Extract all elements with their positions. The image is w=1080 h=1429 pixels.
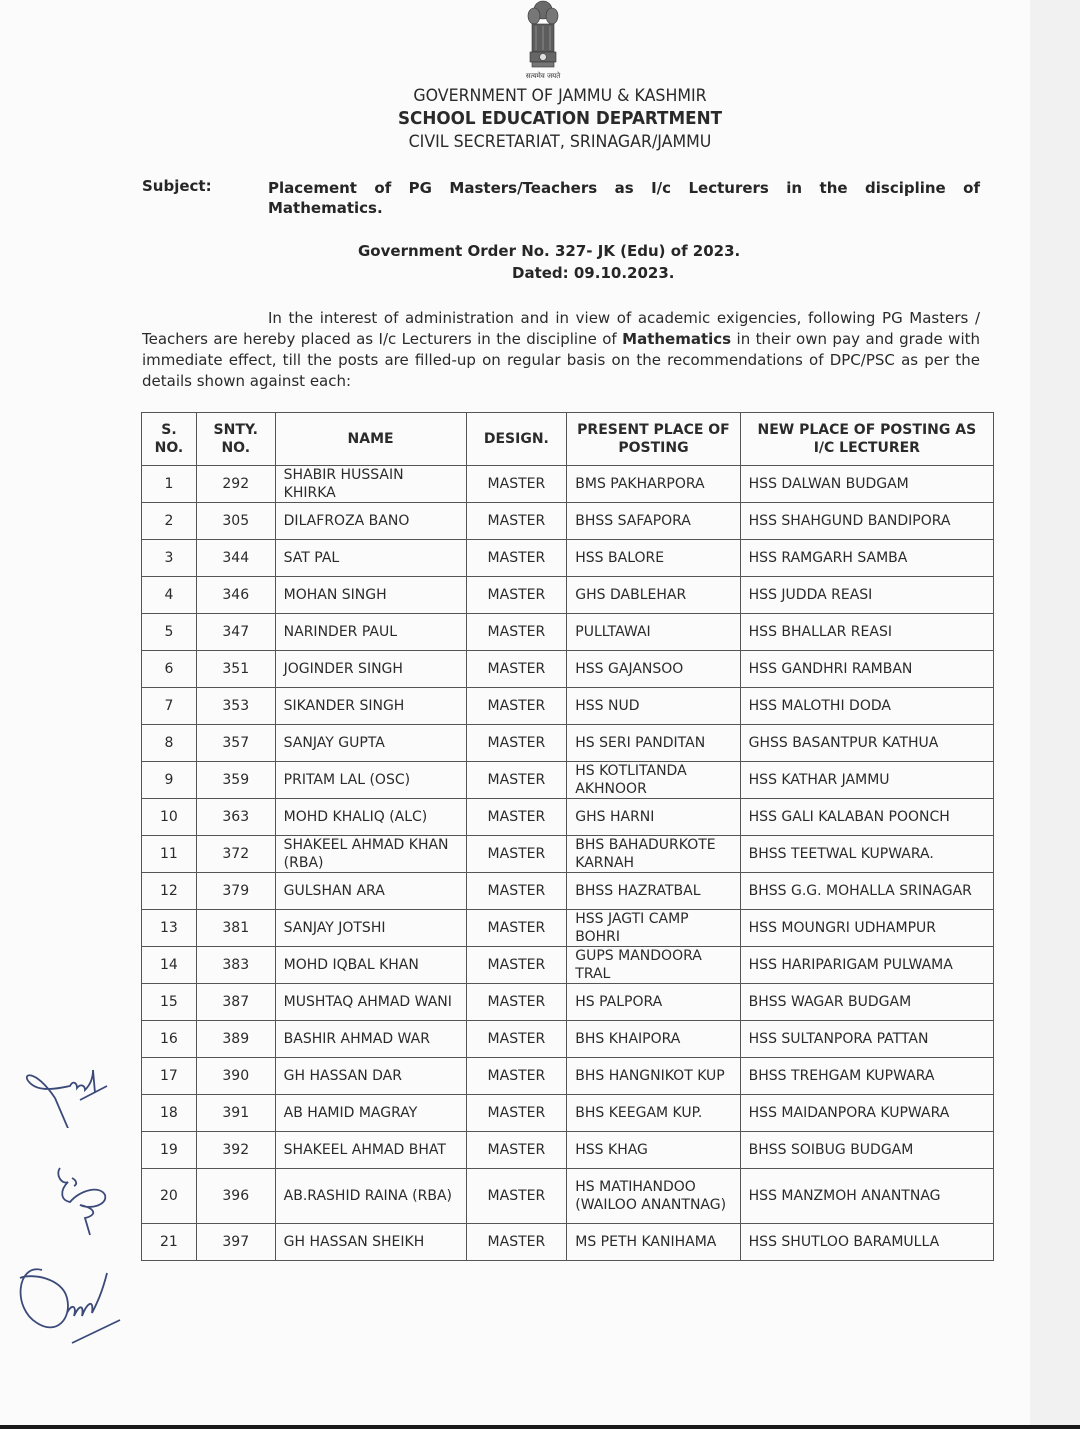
cell-new-posting: HSS JUDDA REASI xyxy=(740,577,993,614)
national-emblem-icon xyxy=(518,0,568,82)
cell-sno: 2 xyxy=(142,503,197,540)
cell-new-posting: BHSS TREHGAM KUPWARA xyxy=(740,1058,993,1095)
cell-design: MASTER xyxy=(466,762,567,799)
cell-name: JOGINDER SINGH xyxy=(275,651,466,688)
cell-name: MOHAN SINGH xyxy=(275,577,466,614)
header-snty: SNTY. NO. xyxy=(196,413,275,466)
cell-snty: 357 xyxy=(196,725,275,762)
cell-new-posting: HSS GALI KALABAN POONCH xyxy=(740,799,993,836)
cell-new-posting: BHSS WAGAR BUDGAM xyxy=(740,984,993,1021)
cell-sno: 4 xyxy=(142,577,197,614)
cell-design: MASTER xyxy=(466,1021,567,1058)
cell-present-posting: BHS HANGNIKOT KUP xyxy=(567,1058,740,1095)
cell-name: SANJAY JOTSHI xyxy=(275,910,466,947)
table-row xyxy=(142,836,994,873)
signature-3-icon xyxy=(12,1258,127,1348)
cell-design: MASTER xyxy=(466,1169,567,1224)
cell-new-posting: HSS MAIDANPORA KUPWARA xyxy=(740,1095,993,1132)
cell-sno: 8 xyxy=(142,725,197,762)
secretariat-address: CIVIL SECRETARIAT, SRINAGAR/JAMMU xyxy=(408,132,712,152)
table-row xyxy=(142,1095,994,1132)
cell-present-posting: BHS KEEGAM KUP. xyxy=(567,1095,740,1132)
subject-text: Placement of PG Masters/Teachers as I/c Lecturers in the discipline of Mathematics. xyxy=(268,179,980,217)
cell-design: MASTER xyxy=(466,1224,567,1261)
cell-name: MOHD IQBAL KHAN xyxy=(275,947,466,984)
table-row xyxy=(142,799,994,836)
cell-new-posting: HSS SHAHGUND BANDIPORA xyxy=(740,503,993,540)
cell-present-posting: HSS JAGTI CAMP BOHRI xyxy=(567,910,740,947)
body-text-part1: In the interest of administration and in view of academic exigencies, following PG Masters / Teachers are hereby placed as I/c Lecturers in the discipline of xyxy=(142,309,980,348)
header-present-posting: PRESENT PLACE OF POSTING xyxy=(567,413,740,466)
order-body-paragraph xyxy=(142,308,980,392)
cell-new-posting: BHSS G.G. MOHALLA SRINAGAR xyxy=(740,873,993,910)
cell-design: MASTER xyxy=(466,873,567,910)
cell-present-posting: HSS KHAG xyxy=(567,1132,740,1169)
cell-name: AB HAMID MAGRAY xyxy=(275,1095,466,1132)
header-name: NAME xyxy=(275,413,466,466)
government-title: GOVERNMENT OF JAMMU & KASHMIR xyxy=(413,86,707,106)
cell-name: SHAKEEL AHMAD KHAN (RBA) xyxy=(275,836,466,873)
cell-sno: 15 xyxy=(142,984,197,1021)
cell-name: SAT PAL xyxy=(275,540,466,577)
cell-design: MASTER xyxy=(466,910,567,947)
cell-new-posting: HSS BHALLAR REASI xyxy=(740,614,993,651)
cell-name: MUSHTAQ AHMAD WANI xyxy=(275,984,466,1021)
body-text-part2: in their own pay and grade with immediate effect, till the posts are filled-up on regular basis on the recommendations of DPC/PSC as per the details shown against each: xyxy=(142,330,981,390)
cell-present-posting: HS KOTLITANDA AKHNOOR xyxy=(567,762,740,799)
table-row xyxy=(142,1021,994,1058)
table-row xyxy=(142,873,994,910)
cell-new-posting: HSS HARIPARIGAM PULWAMA xyxy=(740,947,993,984)
cell-snty: 346 xyxy=(196,577,275,614)
cell-new-posting: BHSS SOIBUG BUDGAM xyxy=(740,1132,993,1169)
cell-present-posting: GHS HARNI xyxy=(567,799,740,836)
table-header-row xyxy=(142,413,994,466)
table-row xyxy=(142,984,994,1021)
cell-design: MASTER xyxy=(466,503,567,540)
table-row xyxy=(142,614,994,651)
cell-sno: 21 xyxy=(142,1224,197,1261)
cell-name: PRITAM LAL (OSC) xyxy=(275,762,466,799)
table-row xyxy=(142,1169,994,1224)
cell-sno: 16 xyxy=(142,1021,197,1058)
cell-snty: 381 xyxy=(196,910,275,947)
cell-design: MASTER xyxy=(466,651,567,688)
cell-snty: 363 xyxy=(196,799,275,836)
table-row xyxy=(142,1224,994,1261)
signature-2-icon xyxy=(50,1160,120,1240)
cell-present-posting: HS PALPORA xyxy=(567,984,740,1021)
cell-snty: 390 xyxy=(196,1058,275,1095)
cell-sno: 12 xyxy=(142,873,197,910)
cell-snty: 387 xyxy=(196,984,275,1021)
table-row xyxy=(142,540,994,577)
cell-snty: 347 xyxy=(196,614,275,651)
cell-present-posting: HS MATIHANDOO (WAILOO ANANTNAG) xyxy=(567,1169,740,1224)
cell-sno: 20 xyxy=(142,1169,197,1224)
cell-new-posting: HSS SHUTLOO BARAMULLA xyxy=(740,1224,993,1261)
cell-design: MASTER xyxy=(466,1132,567,1169)
cell-design: MASTER xyxy=(466,466,567,503)
table-row xyxy=(142,725,994,762)
cell-snty: 353 xyxy=(196,688,275,725)
cell-snty: 379 xyxy=(196,873,275,910)
screen-bottom-bar xyxy=(0,1425,1080,1429)
table-row xyxy=(142,762,994,799)
header-new-posting: NEW PLACE OF POSTING AS I/C LECTURER xyxy=(740,413,993,466)
cell-name: BASHIR AHMAD WAR xyxy=(275,1021,466,1058)
table-row xyxy=(142,947,994,984)
cell-design: MASTER xyxy=(466,688,567,725)
cell-present-posting: BHS BAHADURKOTE KARNAH xyxy=(567,836,740,873)
cell-new-posting: HSS MOUNGRI UDHAMPUR xyxy=(740,910,993,947)
table-row xyxy=(142,910,994,947)
cell-design: MASTER xyxy=(466,577,567,614)
cell-sno: 19 xyxy=(142,1132,197,1169)
cell-name: GH HASSAN DAR xyxy=(275,1058,466,1095)
cell-new-posting: HSS KATHAR JAMMU xyxy=(740,762,993,799)
cell-design: MASTER xyxy=(466,540,567,577)
cell-name: AB.RASHID RAINA (RBA) xyxy=(275,1169,466,1224)
cell-new-posting: HSS MANZMOH ANANTNAG xyxy=(740,1169,993,1224)
cell-sno: 3 xyxy=(142,540,197,577)
table-body xyxy=(142,466,994,1261)
cell-new-posting: HSS GANDHRI RAMBAN xyxy=(740,651,993,688)
cell-sno: 5 xyxy=(142,614,197,651)
order-date: Dated: 09.10.2023. xyxy=(512,264,675,282)
table-row xyxy=(142,688,994,725)
cell-sno: 18 xyxy=(142,1095,197,1132)
cell-design: MASTER xyxy=(466,725,567,762)
cell-design: MASTER xyxy=(466,1095,567,1132)
cell-design: MASTER xyxy=(466,614,567,651)
cell-design: MASTER xyxy=(466,836,567,873)
header-sno: S. NO. xyxy=(142,413,197,466)
cell-sno: 6 xyxy=(142,651,197,688)
cell-sno: 14 xyxy=(142,947,197,984)
cell-sno: 13 xyxy=(142,910,197,947)
body-text-bold-discipline: Mathematics xyxy=(622,330,732,348)
cell-name: MOHD KHALIQ (ALC) xyxy=(275,799,466,836)
cell-snty: 397 xyxy=(196,1224,275,1261)
cell-present-posting: HS SERI PANDITAN xyxy=(567,725,740,762)
table-row xyxy=(142,1058,994,1095)
cell-present-posting: GUPS MANDOORA TRAL xyxy=(567,947,740,984)
cell-present-posting: BHS KHAIPORA xyxy=(567,1021,740,1058)
cell-name: SHAKEEL AHMAD BHAT xyxy=(275,1132,466,1169)
cell-sno: 7 xyxy=(142,688,197,725)
cell-sno: 17 xyxy=(142,1058,197,1095)
order-number: Government Order No. 327- JK (Edu) of 2023. xyxy=(358,242,741,260)
placement-table xyxy=(141,412,994,1261)
cell-design: MASTER xyxy=(466,1058,567,1095)
cell-snty: 359 xyxy=(196,762,275,799)
table-row xyxy=(142,1132,994,1169)
cell-new-posting: HSS MALOTHI DODA xyxy=(740,688,993,725)
cell-snty: 392 xyxy=(196,1132,275,1169)
cell-design: MASTER xyxy=(466,799,567,836)
cell-sno: 10 xyxy=(142,799,197,836)
cell-new-posting: HSS DALWAN BUDGAM xyxy=(740,466,993,503)
table-row xyxy=(142,651,994,688)
table-row xyxy=(142,503,994,540)
cell-name: DILAFROZA BANO xyxy=(275,503,466,540)
cell-new-posting: HSS SULTANPORA PATTAN xyxy=(740,1021,993,1058)
cell-present-posting: HSS BALORE xyxy=(567,540,740,577)
signature-1-icon xyxy=(15,1058,110,1128)
department-title: SCHOOL EDUCATION DEPARTMENT xyxy=(398,108,722,129)
cell-sno: 11 xyxy=(142,836,197,873)
cell-snty: 305 xyxy=(196,503,275,540)
cell-snty: 351 xyxy=(196,651,275,688)
cell-design: MASTER xyxy=(466,984,567,1021)
emblem-motto: सत्यमेव जयते xyxy=(525,72,561,80)
subject-label: Subject: xyxy=(142,177,212,195)
table-row xyxy=(142,577,994,614)
cell-name: NARINDER PAUL xyxy=(275,614,466,651)
cell-present-posting: PULLTAWAI xyxy=(567,614,740,651)
cell-snty: 396 xyxy=(196,1169,275,1224)
cell-snty: 372 xyxy=(196,836,275,873)
cell-sno: 1 xyxy=(142,466,197,503)
cell-sno: 9 xyxy=(142,762,197,799)
cell-present-posting: BHSS HAZRATBAL xyxy=(567,873,740,910)
cell-present-posting: HSS NUD xyxy=(567,688,740,725)
cell-snty: 391 xyxy=(196,1095,275,1132)
cell-name: SHABIR HUSSAIN KHIRKA xyxy=(275,466,466,503)
cell-name: GH HASSAN SHEIKH xyxy=(275,1224,466,1261)
cell-new-posting: HSS RAMGARH SAMBA xyxy=(740,540,993,577)
cell-name: GULSHAN ARA xyxy=(275,873,466,910)
cell-new-posting: BHSS TEETWAL KUPWARA. xyxy=(740,836,993,873)
cell-snty: 389 xyxy=(196,1021,275,1058)
cell-new-posting: GHSS BASANTPUR KATHUA xyxy=(740,725,993,762)
cell-present-posting: BHSS SAFAPORA xyxy=(567,503,740,540)
cell-name: SIKANDER SINGH xyxy=(275,688,466,725)
cell-present-posting: MS PETH KANIHAMA xyxy=(567,1224,740,1261)
cell-design: MASTER xyxy=(466,947,567,984)
cell-present-posting: GHS DABLEHAR xyxy=(567,577,740,614)
cell-present-posting: HSS GAJANSOO xyxy=(567,651,740,688)
table-row xyxy=(142,466,994,503)
cell-name: SANJAY GUPTA xyxy=(275,725,466,762)
cell-present-posting: BMS PAKHARPORA xyxy=(567,466,740,503)
cell-snty: 383 xyxy=(196,947,275,984)
header-design: DESIGN. xyxy=(466,413,567,466)
cell-snty: 292 xyxy=(196,466,275,503)
cell-snty: 344 xyxy=(196,540,275,577)
